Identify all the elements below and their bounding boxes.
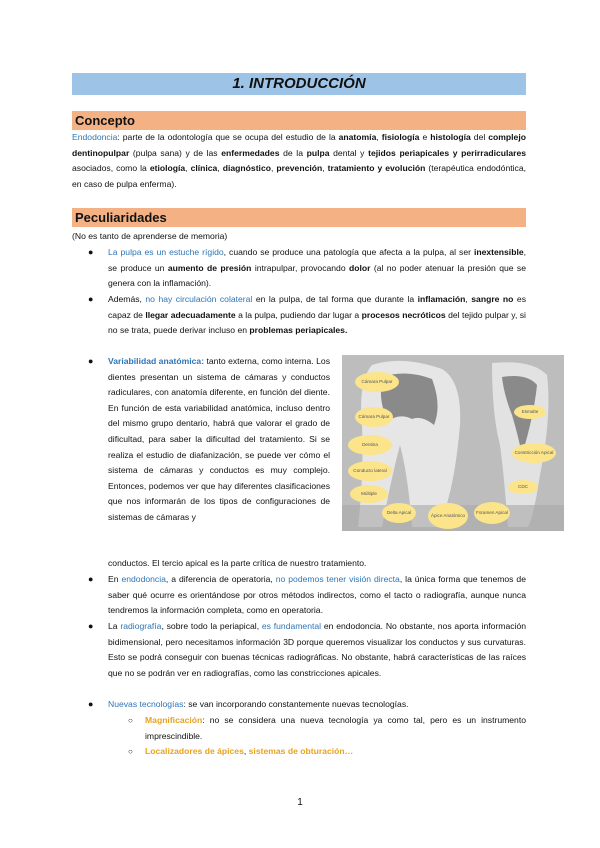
bullet-dot: ● (88, 247, 94, 257)
bullet-variabilidad: Variabilidad anatómica: tanto externa, como interna. Los dientes presentan un sistema de cámaras y conductos radiculares, con anatomía diferente, en función del diente. En función de esta variabilidad anatómica, incluso dentro del mismo grupo dentario, habrá que valorar el grado de dificultad, para saber la dificultad del tratamiento. Si se realiza el estudio de diafanización, se puede ver cómo el sistema de cámaras y conductos es muy complejo. Entonces, podemos ver que hay diferentes clasificaciones que nos informarán de los tipos de configuraciones de sistemas de cámaras y (108, 356, 331, 522)
bullet-nuevas-tecnologias: Nuevas tecnologías: se van incorporando constantemente nuevas tecnologías. (108, 699, 409, 709)
section-title-peculiaridades: Peculiaridades (75, 210, 167, 225)
page-title: 1. INTRODUCCIÓN (232, 75, 366, 92)
bullet-dot: ● (88, 574, 94, 584)
sub-bullet-localizadores: Localizadores de ápices, sistemas de obturación… (145, 746, 354, 756)
section-header-peculiaridades (72, 208, 526, 227)
label-foramen-apical: Foramen Apical (474, 502, 510, 524)
concepto-paragraph: Endodoncia: parte de la odontología que se ocupa del estudio de la anatomía, fisiología e histología del complejo dentinopulpar (pulpa sana) y de las enfermedades de la pulpa dental y tejidos periapicales y perirradiculares asociados, como la etiología, clínica, diagnóstico, prevención, tratamiento y evolución (terapéutica endodóntica, en caso de pulpa enferma). (72, 132, 527, 189)
label-camara-pulpar-2: Cámara Pulpar (355, 407, 393, 427)
section-title-concepto: Concepto (75, 113, 135, 128)
bullet-dot: ● (88, 699, 94, 709)
label-camara-pulpar-1: Cámara Pulpar (355, 372, 399, 392)
label-conducto-lateral: Conducto lateral (348, 461, 392, 481)
xray-image (342, 355, 564, 531)
term-endodoncia: Endodoncia (72, 132, 118, 142)
label-constriccion-apical: Constricción Apical (512, 443, 556, 463)
label-esmalte: Esmalte (514, 405, 546, 419)
bullet-vision-directa: En endodoncia, a diferencia de operatoria, no podemos tener visión directa, la única forma que tenemos de saber qué ocurre es orientándose por otros métodos indirectos, como el tacto o radiografía, aunque nunca tendremos la información completa, como en operatoria. (108, 574, 526, 616)
sub-bullet-circle: ○ (128, 716, 133, 725)
label-delta-apical: Delta Apical (382, 503, 416, 523)
bullet-circulacion: Además, no hay circulación colateral en la pulpa, de tal forma que durante la inflamación, sangre no es capaz de llegar adecuadamente a la pulpa, pudiendo dar lugar a procesos necróticos del tejido pulpar y, si no se trata, puede derivar incluso en problemas periapicales. (108, 294, 526, 336)
bullet-pulpa-estuche: La pulpa es un estuche rígido, cuando se produce una patología que afecta a la pulpa, al ser inextensible, se produce un aumento de presión intrapulpar, provocando dolor (al no poder atenuar la presión que se genera con la inflamación). (108, 247, 526, 289)
label-apice-anatomico: Ápice Anatómico (428, 503, 468, 529)
label-multiple: Múltiple (350, 485, 388, 503)
page-number: 1 (297, 797, 303, 808)
bullet-variabilidad-last: conductos. El tercio apical es la parte crítica de nuestro tratamiento. (108, 558, 367, 568)
bullet-dot: ● (88, 294, 94, 304)
sub-bullet-circle: ○ (128, 747, 133, 756)
memory-note: (No es tanto de aprenderse de memoria) (72, 231, 228, 241)
sub-bullet-magnificacion: Magnificación: no se considera una nueva tecnología ya como tal, pero es un instrumento imprescindible. (145, 715, 526, 741)
bullet-dot: ● (88, 356, 94, 366)
title-banner (72, 73, 526, 95)
bullet-dot: ● (88, 621, 94, 631)
bullet-radiografia: La radiografía, sobre todo la periapical, es fundamental en endodoncia. No obstante, nos aporta información bidimensional, pero necesitamos información 3D porque queremos visualizar los conductos y sus curvaturas. Esto se podrá conseguir con buenas técnicas radiográficas. No obstante, habrá características de las raíces que no se podrán ver en radiografías, como las constricciones apicales. (108, 621, 527, 678)
section-header-concepto (72, 111, 526, 130)
label-cdc: CDC (508, 480, 538, 494)
label-dentina: Dentina (348, 435, 392, 455)
